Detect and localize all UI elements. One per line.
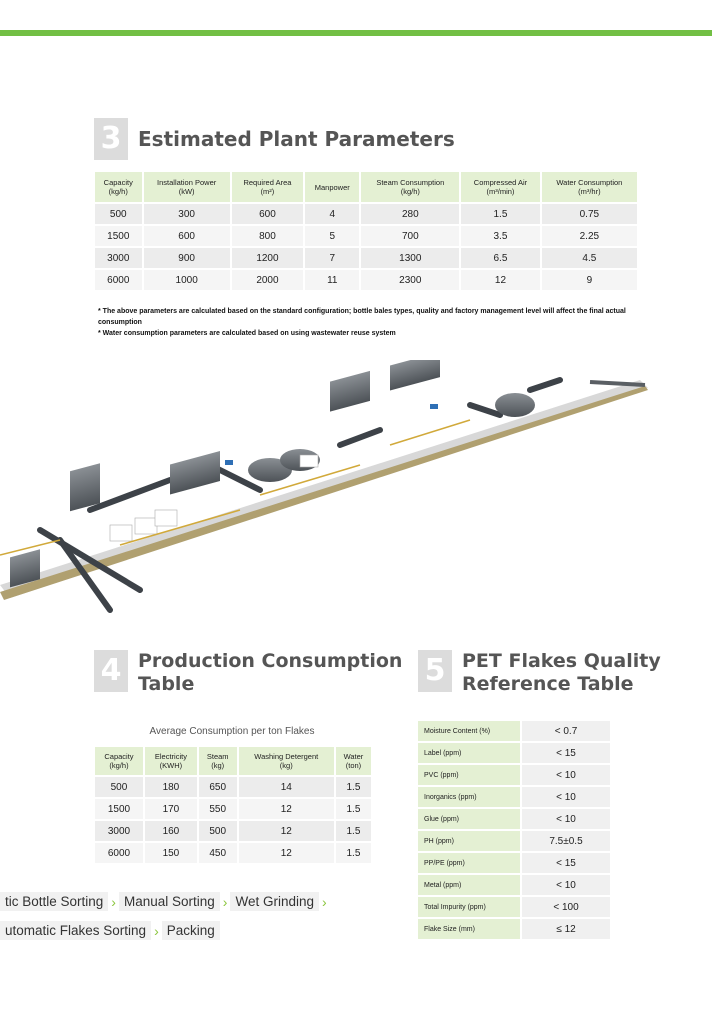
column-header <box>336 747 371 775</box>
chevron-right-icon: › <box>222 893 228 910</box>
table-cell: 12 <box>239 821 334 841</box>
column-header-label: Washing Detergent <box>254 752 319 761</box>
recycling-line-illustration <box>0 360 712 630</box>
top-accent-bar <box>0 30 712 36</box>
section-title-line: PET Flakes Quality <box>462 650 661 672</box>
process-step: tic Bottle Sorting <box>0 892 108 911</box>
column-header-unit: (m³/min) <box>486 187 515 196</box>
table-row <box>95 204 637 224</box>
table-cell: 500 <box>95 777 143 797</box>
table-cell: 600 <box>144 226 230 246</box>
table-caption: Average Consumption per ton Flakes <box>149 726 315 737</box>
table-cell: 160 <box>145 821 197 841</box>
table-cell: 1000 <box>144 270 230 290</box>
column-header <box>542 172 637 202</box>
table-cell: 4.5 <box>542 248 637 268</box>
table-cell: 14 <box>239 777 334 797</box>
table-cell: 11 <box>305 270 359 290</box>
table-cell: 2000 <box>232 270 303 290</box>
section-4-heading <box>94 650 402 696</box>
column-header-label: Electricity <box>154 752 187 761</box>
table-cell: 1500 <box>95 799 143 819</box>
table-row <box>95 799 371 819</box>
table-row <box>95 821 371 841</box>
column-header-unit: (kg) <box>279 761 293 770</box>
table-row <box>95 248 637 268</box>
table-cell: 500 <box>95 204 142 224</box>
table-cell: 700 <box>361 226 459 246</box>
section-title: Estimated Plant Parameters <box>138 127 455 151</box>
column-header-unit: (KWH) <box>159 761 183 770</box>
column-header-unit: (m²) <box>260 187 275 196</box>
table-cell: 1.5 <box>336 777 371 797</box>
table-cell: 12 <box>239 843 334 863</box>
table-cell: 800 <box>232 226 303 246</box>
table-row <box>418 897 610 917</box>
table-cell: 450 <box>199 843 237 863</box>
table-cell: 1.5 <box>336 843 371 863</box>
footnote: * The above parameters are calculated based on the standard configuration; bottle bales types, quality and factory management level will affect the final actual consumption <box>98 308 626 326</box>
section-title <box>462 650 661 696</box>
property-value: < 10 <box>522 875 610 895</box>
table-cell: 2.25 <box>542 226 637 246</box>
process-step: utomatic Flakes Sorting <box>0 921 151 940</box>
table-row <box>418 875 610 895</box>
table-cell: 0.75 <box>542 204 637 224</box>
property-value: < 15 <box>522 853 610 873</box>
section-title-line: Table <box>138 673 195 695</box>
column-header-unit: (ton) <box>345 761 362 770</box>
column-header-unit: (kg/h) <box>400 187 420 196</box>
property-value: < 100 <box>522 897 610 917</box>
table-cell: 900 <box>144 248 230 268</box>
column-header <box>305 172 359 202</box>
process-step: Packing <box>162 921 220 940</box>
property-label: Inorganics (ppm) <box>418 787 520 807</box>
table-cell: 1300 <box>361 248 459 268</box>
table-cell: 6.5 <box>461 248 540 268</box>
table-row <box>95 270 637 290</box>
property-label: Moisture Content (%) <box>418 721 520 741</box>
table-row <box>418 809 610 829</box>
table-header-row <box>95 747 371 775</box>
table-cell: 3000 <box>95 248 142 268</box>
column-header-unit: (kg) <box>211 761 225 770</box>
property-label: Total Impurity (ppm) <box>418 897 520 917</box>
section-title-line: Production Consumption <box>138 650 403 672</box>
process-step: Manual Sorting <box>119 892 220 911</box>
process-step: Wet Grinding <box>230 892 319 911</box>
section-number: 5 <box>418 650 452 692</box>
column-header-unit: (kg/h) <box>108 187 128 196</box>
table-cell: 150 <box>145 843 197 863</box>
section-title <box>138 650 402 696</box>
section-5-heading <box>418 650 661 696</box>
table-cell: 3000 <box>95 821 143 841</box>
column-header-unit: (kg/h) <box>109 761 129 770</box>
table-cell: 1500 <box>95 226 142 246</box>
table-cell: 600 <box>232 204 303 224</box>
table-row <box>418 919 610 939</box>
column-header-unit: (m³/hr) <box>578 187 601 196</box>
column-header-label: Required Area <box>243 178 292 187</box>
column-header <box>232 172 303 202</box>
table-cell: 280 <box>361 204 459 224</box>
table-cell: 12 <box>239 799 334 819</box>
chevron-right-icon: › <box>322 893 327 910</box>
column-header <box>95 747 143 775</box>
property-value: < 0.7 <box>522 721 610 741</box>
table-row <box>95 777 371 797</box>
property-label: Glue (ppm) <box>418 809 520 829</box>
plant-parameters-table <box>93 170 639 292</box>
table-cell: 1200 <box>232 248 303 268</box>
table-cell: 9 <box>542 270 637 290</box>
column-header <box>361 172 459 202</box>
table-cell: 1.5 <box>336 799 371 819</box>
property-label: PVC (ppm) <box>418 765 520 785</box>
consumption-table <box>93 745 373 865</box>
column-header <box>199 747 237 775</box>
column-header-unit: (kW) <box>178 187 195 196</box>
table-row <box>418 721 610 741</box>
chevron-right-icon: › <box>154 922 159 939</box>
column-header-label: Steam <box>206 752 229 761</box>
table-cell: 12 <box>461 270 540 290</box>
table-row <box>418 787 610 807</box>
table-row <box>418 743 610 763</box>
quality-reference-table <box>416 719 612 941</box>
chevron-right-icon: › <box>111 893 116 910</box>
table-cell: 500 <box>199 821 237 841</box>
table-cell: 4 <box>305 204 359 224</box>
property-label: Metal (ppm) <box>418 875 520 895</box>
footnote: * Water consumption parameters are calculated based on using wastewater reuse system <box>98 330 396 337</box>
column-header-label: Capacity <box>104 752 134 761</box>
column-header-label: Water Consumption <box>556 178 623 187</box>
table-cell: 650 <box>199 777 237 797</box>
column-header-label: Installation Power <box>157 178 217 187</box>
property-label: Flake Size (mm) <box>418 919 520 939</box>
property-value: ≤ 12 <box>522 919 610 939</box>
column-header <box>145 747 197 775</box>
column-header <box>144 172 230 202</box>
table-cell: 3.5 <box>461 226 540 246</box>
table-header-row <box>95 172 637 202</box>
table-cell: 2300 <box>361 270 459 290</box>
table-cell: 5 <box>305 226 359 246</box>
column-header-label: Compressed Air <box>473 178 528 187</box>
column-header <box>95 172 142 202</box>
property-label: PH (ppm) <box>418 831 520 851</box>
table-cell: 1.5 <box>336 821 371 841</box>
table-cell: 300 <box>144 204 230 224</box>
property-value: < 10 <box>522 787 610 807</box>
table-cell: 170 <box>145 799 197 819</box>
property-label: Label (ppm) <box>418 743 520 763</box>
table-row <box>95 226 637 246</box>
column-header-label: Manpower <box>314 182 350 192</box>
table-row <box>418 853 610 873</box>
process-flow-line-2 <box>0 921 220 940</box>
table-cell: 180 <box>145 777 197 797</box>
table-row <box>418 831 610 851</box>
property-label: PP/PE (ppm) <box>418 853 520 873</box>
table-cell: 7 <box>305 248 359 268</box>
table-row <box>95 843 371 863</box>
table-cell: 6000 <box>95 270 142 290</box>
section-title-line: Reference Table <box>462 673 634 695</box>
section-number: 4 <box>94 650 128 692</box>
property-value: 7.5±0.5 <box>522 831 610 851</box>
table-cell: 1.5 <box>461 204 540 224</box>
footnotes <box>98 306 638 339</box>
column-header <box>461 172 540 202</box>
table-row <box>418 765 610 785</box>
column-header-label: Steam Consumption <box>376 178 445 187</box>
process-flow-line-1 <box>0 892 330 911</box>
section-number: 3 <box>94 118 128 160</box>
column-header-label: Capacity <box>103 178 133 187</box>
table-cell: 550 <box>199 799 237 819</box>
property-value: < 15 <box>522 743 610 763</box>
column-header-label: Water <box>343 752 364 761</box>
column-header <box>239 747 334 775</box>
property-value: < 10 <box>522 809 610 829</box>
table-cell: 6000 <box>95 843 143 863</box>
section-3-heading <box>94 118 455 160</box>
property-value: < 10 <box>522 765 610 785</box>
